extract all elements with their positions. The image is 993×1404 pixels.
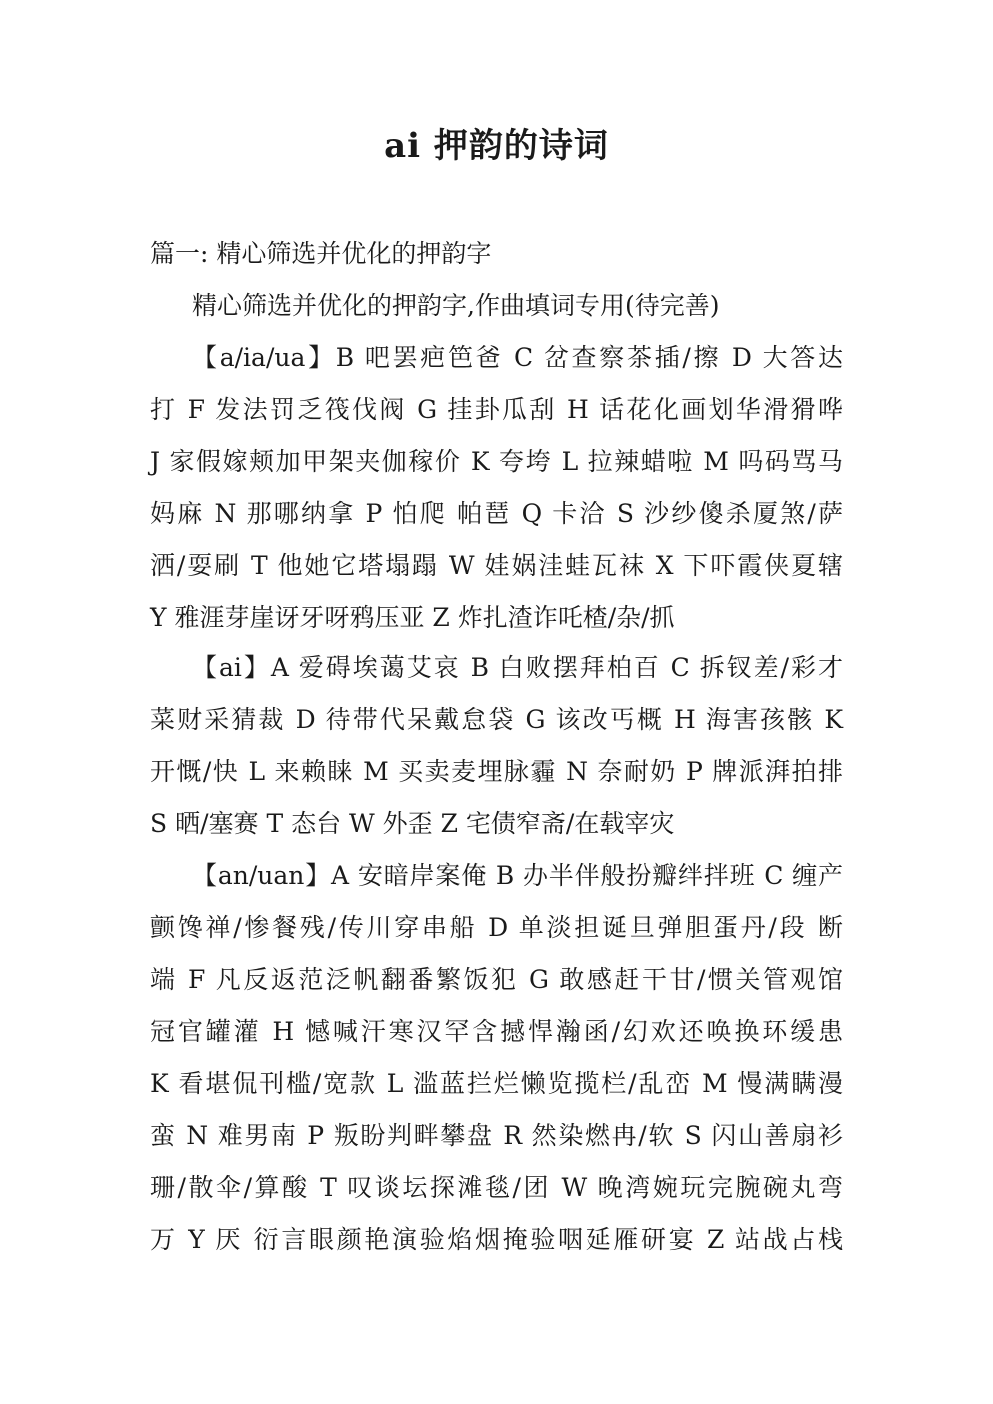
rhyme-group-an-uan [150,850,843,1266]
rhyme-line: 端 F 凡反返范泛帆翻番繁饭犯 G 敢感赶干甘/惯关管观馆 [150,965,843,994]
section-heading: 篇一: 精心筛选并优化的押韵字 [150,239,492,268]
rhyme-line: J 家假嫁颊加甲架夹伽稼价 K 夸垮 L 拉辣蜡啦 M 吗码骂马 [150,447,843,476]
rhyme-line: 【a/ia/ua】B 吧罢疤笆爸 C 岔查察茶插/擦 D 大答达 [192,343,843,372]
rhyme-line: 蛮 N 难男南 P 叛盼判畔攀盘 R 然染燃冉/软 S 闪山善扇衫 [150,1121,843,1150]
rhyme-line: 珊/散伞/算酸 T 叹谈坛探滩毯/团 W 晚湾婉玩完腕碗丸弯 [150,1173,843,1202]
rhyme-line: 颤馋禅/惨餐残/传川穿串船 D 单淡担诞旦弹胆蛋丹/段 断 [150,913,843,942]
rhyme-line: 妈麻 N 那哪纳拿 P 怕爬 帕琶 Q 卡洽 S 沙纱傻杀厦煞/萨 [150,499,843,528]
rhyme-line: S 晒/塞赛 T 态台 W 外歪 Z 宅债窄斋/在载宰灾 [150,809,675,838]
rhyme-line: K 看堪侃刊槛/宽款 L 滥蓝拦烂懒览揽栏/乱峦 M 慢满瞒漫 [150,1069,843,1098]
rhyme-line: 万 Y 厌 衍言眼颜艳演验焰烟掩验咽延雁研宴 Z 站战占栈 [150,1225,843,1254]
rhyme-line: 开慨/快 L 来赖睐 M 买卖麦埋脉霾 N 奈耐奶 P 牌派湃拍排 [150,757,843,786]
rhyme-line: Y 雅涯芽崖讶牙呀鸦压亚 Z 炸扎渣诈吒楂/杂/抓 [150,603,675,632]
document-title: ai 押韵的诗词 [384,126,609,166]
rhyme-line: 打 F 发法罚乏筏伐阀 G 挂卦瓜刮 H 话花化画划华滑猾哗 [150,395,843,424]
rhyme-line: 【an/uan】A 安暗岸案俺 B 办半伴般扮瓣绊拌班 C 缠产 [192,861,843,890]
rhyme-group-ai [150,642,843,850]
intro-paragraph: 精心筛选并优化的押韵字,作曲填词专用(待完善) [192,291,720,320]
rhyme-group-a-ia-ua [150,332,843,644]
rhyme-line: 【ai】A 爱碍埃蔼艾哀 B 白败摆拜柏百 C 拆钗差/彩才 [192,653,843,682]
rhyme-line: 冠官罐灌 H 憾喊汗寒汉罕含撼悍瀚函/幻欢还唤换环缓患 [150,1017,843,1046]
rhyme-line: 菜财采猜裁 D 待带代呆戴怠袋 G 该改丐概 H 海害孩骸 K [150,705,843,734]
rhyme-line: 洒/耍刷 T 他她它塔塌蹋 W 娃娲洼蛙瓦袜 X 下吓霞侠夏辖 [150,551,843,580]
